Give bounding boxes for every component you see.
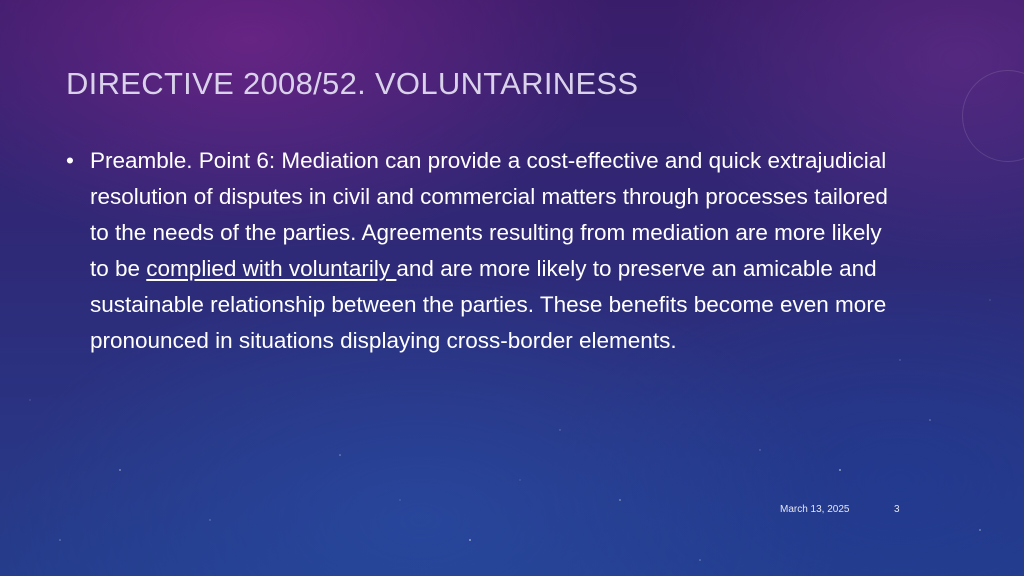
bullet-text-after: and are more likely to preserve an amicable and sustainable relationship between the parties. These benefits become even more pronounced in situations displaying cross-border elements. [90,256,887,353]
bullet-list [66,143,896,359]
bullet-icon: • [66,148,74,173]
footer-date: March 13, 2025 [780,504,850,515]
footer-page-number: 3 [894,504,900,515]
bullet-paragraph [90,143,890,359]
decorative-ring [962,70,1024,162]
slide-title: DIRECTIVE 2008/52. VOLUNTARINESS [66,66,639,101]
bullet-text-underlined: complied with voluntarily [146,256,397,281]
bullet-text-before: Preamble. Point 6: Mediation can provide a cost-effective and quick extrajudicial resolution of disputes in civil and commercial matters through processes tailored to the needs of the parties. Agreements resulting from mediation are more likely to be [90,148,888,281]
